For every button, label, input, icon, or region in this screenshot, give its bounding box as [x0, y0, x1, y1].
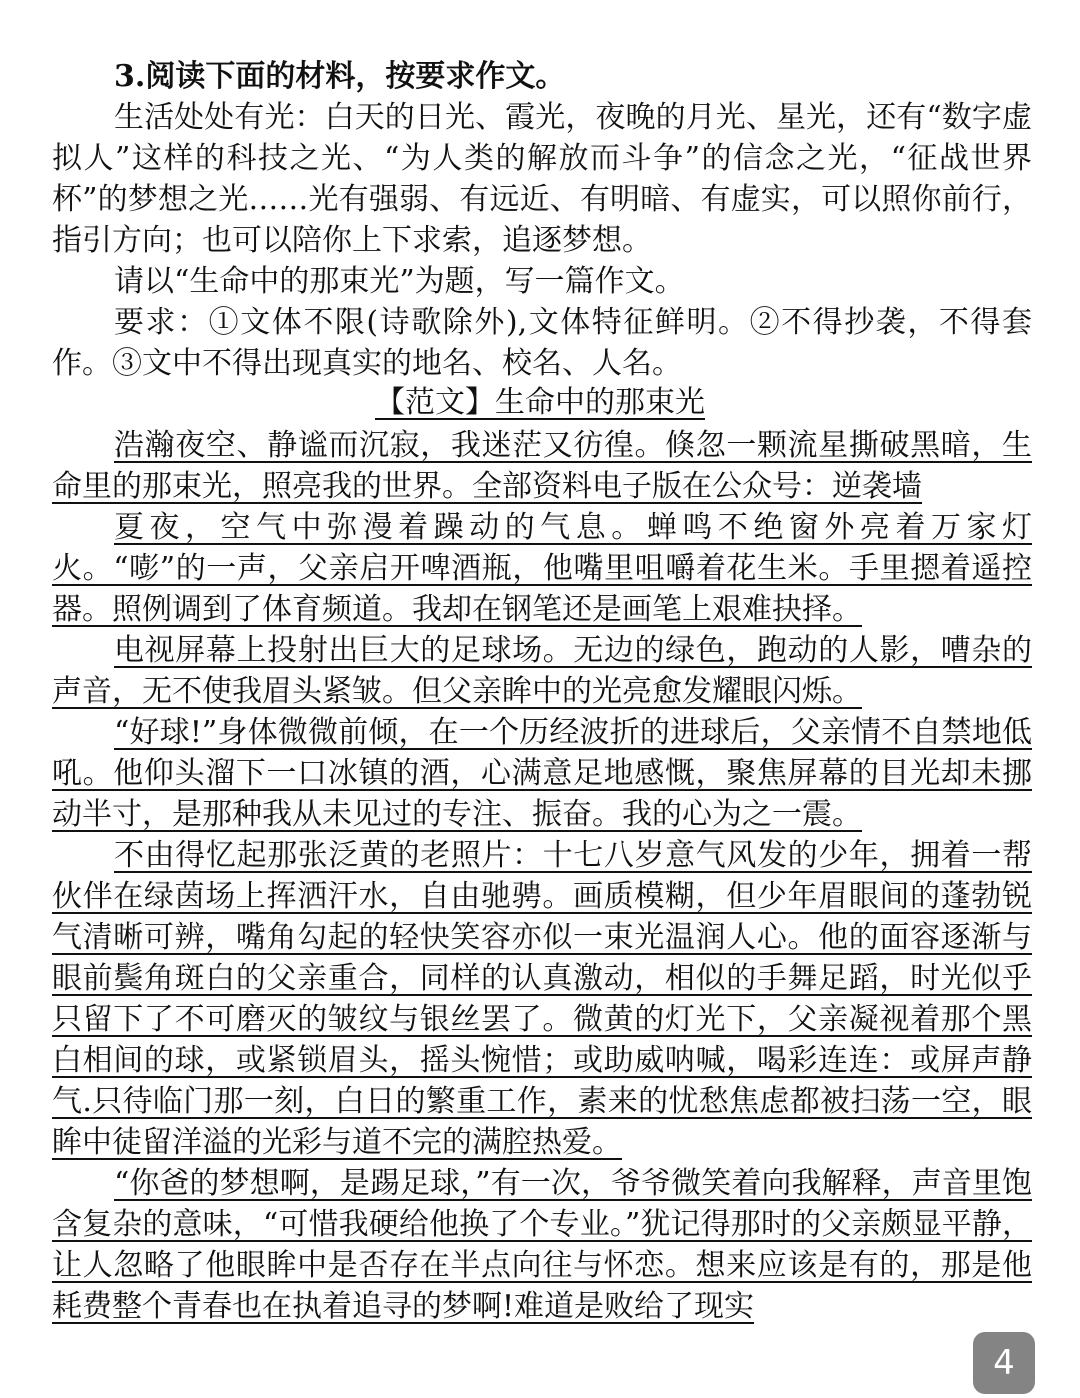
question-heading: 3.阅读下面的材料，按要求作文。: [114, 59, 566, 94]
question-prompt: 请以“生命中的那束光”为题，写一篇作文。: [114, 264, 685, 299]
question-requirements: 要求：①文体不限(诗歌除外),文体特征鲜明。②不得抄袭，不得套作。③文中不得出现真实的地名、校名、人名。: [52, 305, 1032, 381]
essay-paragraph-6: “你爸的梦想啊，是踢足球，”有一次，爷爷微笑着向我解释，声音里饱含复杂的意味，“可惜我硬给他换了个专业。”犹记得那时的父亲颇显平静，让人忽略了他眼眸中是否存在半点向往与怀恋。想来应该是有的，那是他耗费整个青春也在执着追寻的梦啊!难道是败给了现实: [52, 1166, 1032, 1324]
essay-paragraph-1: 浩瀚夜空、静谧而沉寂，我迷茫又彷徨。倏忽一颗流星撕破黑暗，生命里的那束光，照亮我的世界。全部资料电子版在公众号：逆袭墙: [52, 428, 1032, 504]
page-number-badge[interactable]: [973, 1332, 1035, 1394]
essay-paragraph-5: 不由得忆起那张泛黄的老照片：十七八岁意气风发的少年，拥着一帮伙伴在绿茵场上挥洒汗水，自由驰骋。画质模糊，但少年眉眼间的蓬勃锐气清晰可辨，嘴角勾起的轻快笑容亦似一束光温润人心。他的面容逐渐与眼前鬓角斑白的父亲重合，同样的认真激动，相似的手舞足蹈，时光似乎只留下了不可磨灭的皱纹与银丝罢了。微黄的灯光下，父亲凝视着那个黑白相间的球，或紧锁眉头，摇头惋惜；或助威呐喊，喝彩连连：或屏声静气.只待临门那一刻，白日的繁重工作，素来的忧愁焦虑都被扫荡一空，眼眸中徒留洋溢的光彩与道不完的满腔热爱。: [52, 838, 1032, 1160]
essay-title: 【范文】生命中的那束光: [375, 385, 705, 420]
essay-paragraph-4: “好球!”身体微微前倾，在一个历经波折的进球后，父亲情不自禁地低吼。他仰头溜下一口冰镇的酒，心满意足地感慨，聚焦屏幕的目光却未挪动半寸，是那种我从未见过的专注、振奋。我的心为之一震。: [52, 715, 1032, 832]
page-number: 4: [993, 1343, 1015, 1383]
essay-paragraph-2: 夏夜，空气中弥漫着躁动的气息。蝉鸣不绝窗外亮着万家灯火。“嘭”的一声，父亲启开啤酒瓶，他嘴里咀嚼着花生米。手里摁着遥控器。照例调到了体育频道。我却在钢笔还是画笔上艰难抉择。: [52, 510, 1032, 627]
question-material: 生活处处有光：白天的日光、霞光，夜晚的月光、星光，还有“数字虚拟人”这样的科技之光、“为人类的解放而斗争”的信念之光，“征战世界杯”的梦想之光……光有强弱、有远近、有明暗、有虚实，可以照你前行，指引方向；也可以陪你上下求索，追逐梦想。: [52, 100, 1032, 258]
essay-paragraph-3: 电视屏幕上投射出巨大的足球场。无边的绿色，跑动的人影，嘈杂的声音，无不使我眉头紧皱。但父亲眸中的光亮愈发耀眼闪烁。: [52, 633, 1032, 709]
